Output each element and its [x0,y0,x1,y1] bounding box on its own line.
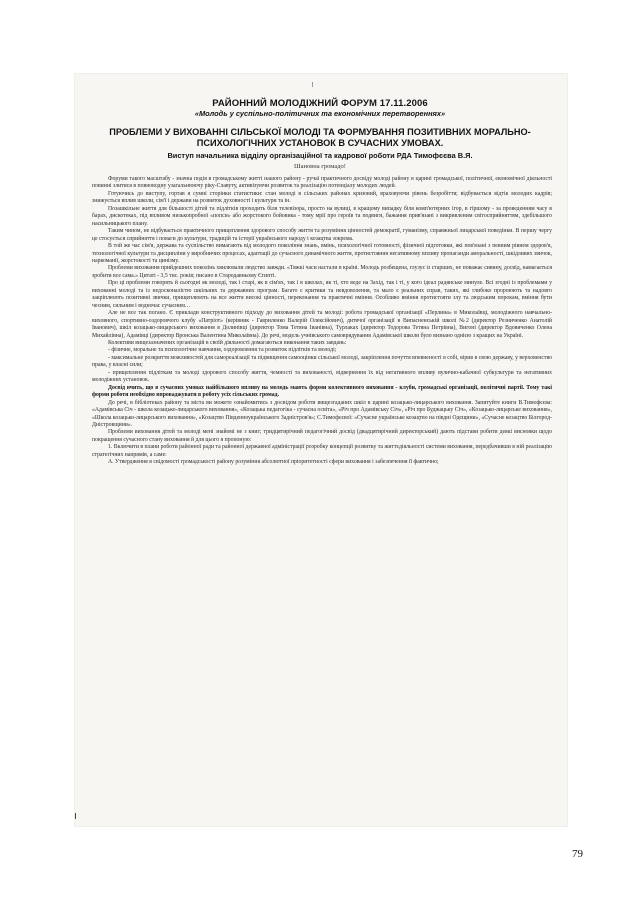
paragraph: Але не все так погано. Є приклади конструктивного підходу до виховання дітей та молоді: робота громадської організації «Перлина» в Миколаївці, молодіжного навчально-виховного, спортивно-оздоровчого клубу «Патріот» (керівник - Гавриленко Валерій Олексійович), дитячої організації в Випасненській школі №2 (директор Резниченко Анатолій Іванович), шкіл козацько-лицарського виховання в Долинівці (директор Тома Тетяна Іванівна), Турлаках (директор Тодорова Тетяна Петрівна), Вигоні (директор Вдовиченко Олена Михайлівна), Адамівці (директор Вронська Валентина Миколаївна). До речі, модель учнівського самоврядування Адамівської школи було визнано однією з кращих на Україні. [92,310,552,339]
lettered-item: А. Утвердження в свідомості громадськості району розуміння абсолютної пріоритетності сфери виховання і забезпечення її фактично; [108,459,439,466]
forum-subtitle: «Молодь у суспільно-політичних та економічних перетвореннях» [194,109,446,118]
article-title-line2: ПСИХОЛОГІЧНИХ УСТАНОВОК В СУЧАСНИХ УМОВАХ. [196,138,444,148]
list-item: - максимальне розкриття можливостей для самореалізації та підвищення самооцінки сільської молоді, закріплення почуття впевненості в собі, вірив в свою державу, у верховенство права, у власні сили; [92,354,552,369]
list-item: - фізичне, моральне та психологічне навчання, оздоровлення та розвиток підлітків та молоді; [108,347,337,354]
article-title-line1: ПРОБЛЕМИ У ВИХОВАННІ СІЛЬСЬКОЇ МОЛОДІ ТА ФОРМУВАННЯ ПОЗИТИВНИХ МОРАЛЬНО- [109,127,531,137]
page-number: 79 [572,848,583,860]
paragraph: До речі, в бібліотеках району та міста ви можете ознайомитись з досвідом роботи вищезгаданих шкіл в царині козацько-лицарського виховання. Запитуйте книги В.Тимофєєва: «Адамівська Січ - школа козацько-лицарського виховання», «Козацька педагогіка - сучасна освіта», «Річ про Адамівську Січ», «Річ про Буджацьку Січ», «Козацько-лицарське виховання», «Школа козацько-лицарського виховання», «Козацтво Південноукраїнського Задністров'я»; С.Тимофєєвої: «Сучасне українське козацтво на півдні Одещини», «Сучасне козацтво Білгород-Дністровщини». [92,399,552,428]
paragraph: Про ці проблеми говорять й сьогодні як молоді, так і старі, як в сім'ях, так і в школах, як ті, хто веде на Захід, так і ті, у кого ідеал радянське минуле. Всі згодні із проблемами у вихованні молоді та із недосконалістю шкільних та державних програм. Багато є критики та невдоволення, та мало є реальних справ, таких, які глибоко пророюють та надовго закріплюють позитивні звички, прищеплюють на все життя високі цінності, переконання та практичні вміння. Особливо вміння протистояти злу та людським порокам, вміння бути чесним, сильним і водночас сучасним… [92,280,552,309]
scan-mark [312,82,313,87]
document-header [80,98,560,160]
numbered-item: 1. Включити в плани роботи районної ради та районної державної адміністрації розробку концепції розвитку та життєдіяльності системи виховання, передбачивши в ній реалізацію стратегічних напрямів, а саме: [92,444,552,458]
margin-mark [75,813,76,819]
document-body [92,176,552,467]
paragraph: Форуми такого масштабу - значна подія в громадському житті нашого району - ручаї практичного досвіду молоді району в царині громадської, політичної, економічної діяльності повинні злитися в повноводну узагальнюючу ріку-Славуту, активізуючи розвиток та реалізацію потенціалу молодих людей. [92,176,552,190]
emphasized-paragraph: Досвід вчить, що в сучасних умовах найбільшого впливу на молодь мають форми колективного виховання - клуби, громадські організації, політичні партії. Тому такі форми роботи необхідно впроваджувати в роботу усіх сільських громад. [92,384,552,399]
list-item: - прищеплення підліткам та молоді здорового способу життя, чемності та вихованості, відвернення їх від негативного впливу вулично-кабачної субкультури та негативних молодіжних установок. [92,369,552,384]
paragraph: Таким чином, не відбувається практичного прищеплення здорового способу життя та розуміння цінностей демократії, гуманізму, справжньої лицарської поведінки. В першу чергу це стосується сприйняття і поваги до культури, традицій та історії українського народу і козацтва зокрема. [92,228,552,242]
paragraph: Проблеми виховання дітей та молоді мені знайомі не з книг; тридцятирічний педагогічний досвід (двадцятирічний директорський) дають підстави робити деякі висновки щодо покращення сучасного стану виховання й для цього я пропоную: [92,429,552,443]
greeting: Шановна громадо! [294,163,346,170]
paragraph: Готуючись до виступу, гортав я сумні сторінки статистики: стан молоді в сільських районах кризовий, враховуючи рівень безробіття; відбувається відтік молодих кадрів; знижується вплив школи, сім'ї і держави на розвиток духовності і культури та ін. [92,190,552,205]
paragraph: Проблеми виховання прийдешних поколінь хвилювали людство завжди. «Тяжкі часи настали в країні. Молодь розбещена, глузує із старших, не поважає сивину, досвід, намагається зробити все сама.» Цитаті - 3,5 тис. років; писано в Стародавньому Єгипті. [92,265,552,279]
paragraph: Колективи вищезазначених організацій в своїй діяльності домагаються виконання таких завдань: [108,339,347,346]
speaker-line: Виступ начальника відділу організаційної та кадрової роботи РДА Тимофєєва В.Я. [167,151,473,160]
forum-title: РАЙОННИЙ МОЛОДІЖНИЙ ФОРУМ 17.11.2006 [212,98,428,109]
paragraph: Позашкільне життя для більшості дітей та підлітків проходить біля телевізора, просто на вулиці, в кращому випадку біля комп'ютерних ігор, в гіршому - за проведенням часу в барах, дискотеках, під впливом низькопробної «попси» або жорстокого бойовика - тому мрії про героїв та подвиги, бажання прив'язані з викривленим світосприйняттям, здебільшого насильницького плану. [92,205,552,227]
paragraph: В той же час сім'я, держава та суспільство вимагають від молодого покоління знань, вмінь, психологічної готовності, фізичної підготовки, які пов'язані з певним рівнем здоров'я, технологічної культури та дисципліни у виробничих процесах, адаптації до сучасного динамічного життя, протистояння негативному впливу пропаганди аморальності, шкідливих звичок, наркоманії, жорстокості та цинізму. [92,243,552,264]
